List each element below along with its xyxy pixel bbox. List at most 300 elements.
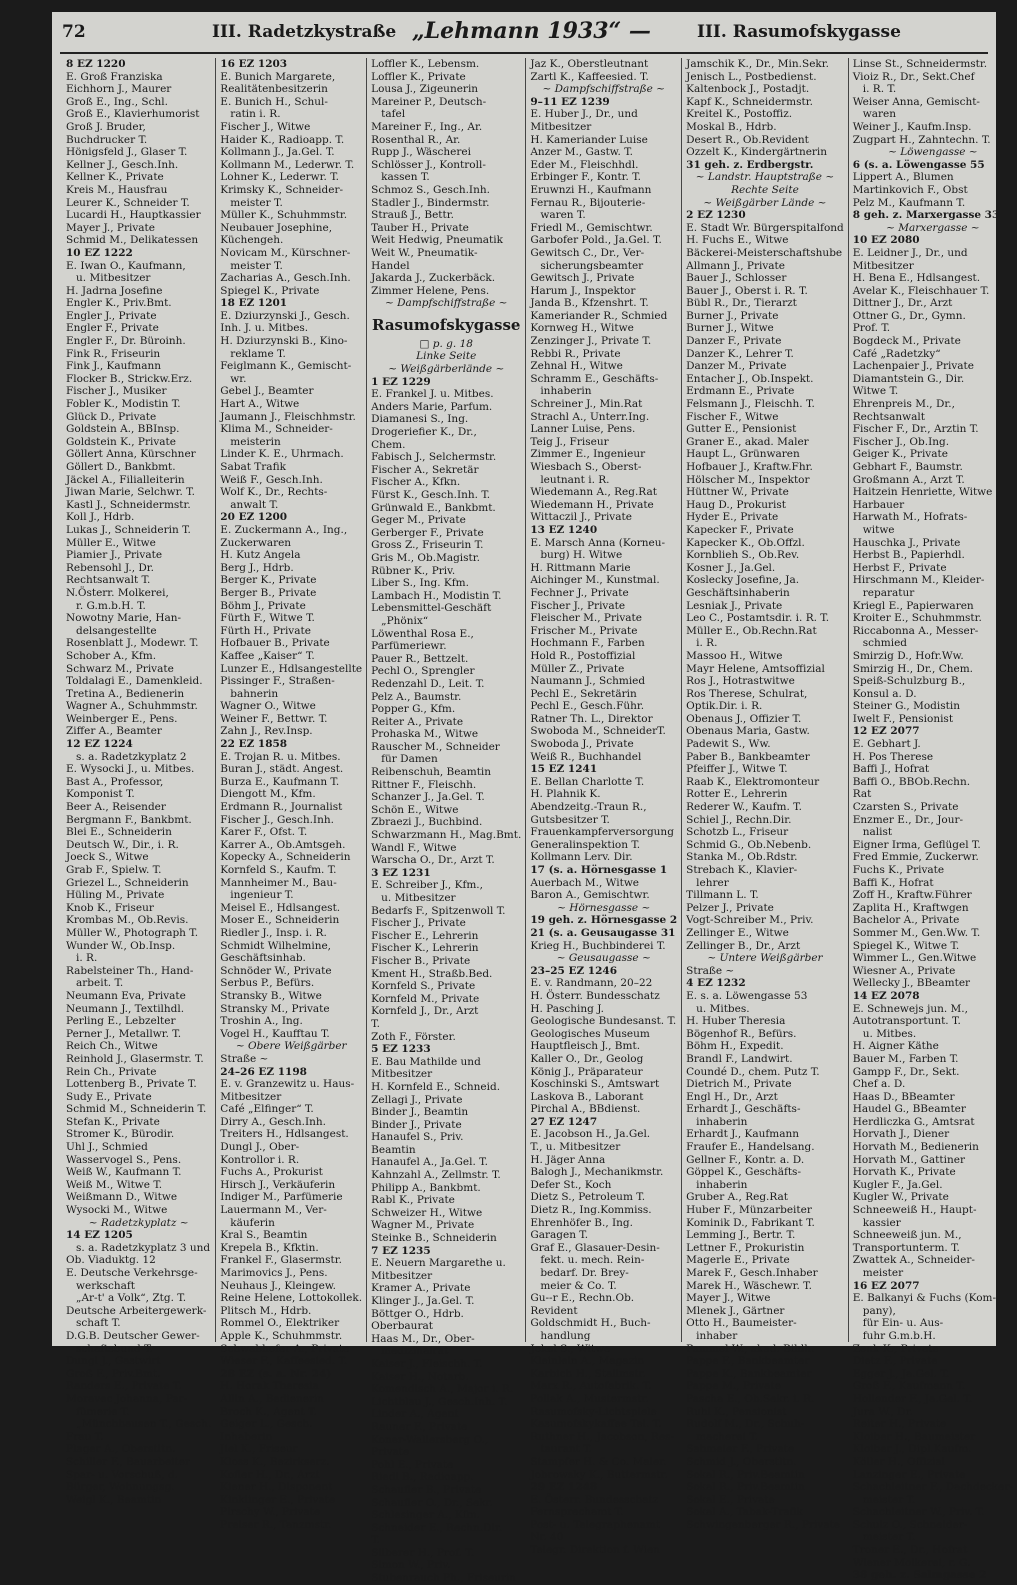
entry-continuation: ingenieur T. xyxy=(230,889,294,902)
resident-entry: Bachelor A., Private xyxy=(852,914,960,927)
resident-entry: Raab K., Elektromonteur xyxy=(686,775,820,788)
resident-entry: Ziffer A., Beamter xyxy=(66,725,162,738)
resident-entry: Jakarda J., Zuckerbäck. xyxy=(371,272,496,285)
resident-entry: Lousa J., Zigeunerin xyxy=(371,83,479,96)
resident-entry: Chem. xyxy=(371,438,406,451)
resident-entry: Erdmann R., Journalist xyxy=(220,801,343,814)
owner-entry: E. Gebhart J. xyxy=(852,738,921,751)
resident-entry: Eichhorn J., Maurer xyxy=(66,83,172,96)
resident-entry: Zellinger B., Dr., Arzt xyxy=(686,939,801,952)
resident-entry: Wiedemann A., Reg.Rat xyxy=(530,486,657,499)
resident-entry: Berger B., Private xyxy=(220,586,317,599)
resident-entry: Fabisch J., Selchermstr. xyxy=(371,451,497,464)
resident-entry: Hanaufel A., Ja.Gel. T. xyxy=(371,1156,488,1169)
resident-entry: Kaiser H., Notarb. xyxy=(371,1370,469,1383)
resident-entry: Feiglmann K., Gemischt- xyxy=(220,360,352,373)
resident-entry: Paber B., Bankbeamter xyxy=(686,750,810,763)
resident-entry: Schön E., Witwe xyxy=(371,803,459,816)
resident-entry: Koner-Wallersberg O., xyxy=(371,1433,489,1446)
resident-entry: Straße ~ xyxy=(220,1052,269,1065)
house-number-heading: 16 EZ 1203 xyxy=(220,58,288,70)
house-number-heading: 14 EZ 1205 xyxy=(66,1229,133,1242)
center-running-title: „Lehmann 1933“ — xyxy=(412,18,651,44)
resident-entry: Komponist T. xyxy=(66,788,135,801)
entry-continuation: macherei T. xyxy=(696,1430,758,1443)
resident-entry: Schmid J., Oberstltn. xyxy=(686,1455,797,1468)
resident-entry: Reiter A., Private xyxy=(371,715,464,728)
resident-entry: Janda B., Kfzenshrt. T. xyxy=(530,297,649,310)
resident-entry: Geschäftsinhaberin xyxy=(686,586,790,599)
resident-entry: Swoboda J., Private xyxy=(530,738,634,751)
resident-entry: Kollmann Lerv. Dir. xyxy=(530,851,633,864)
resident-entry: Hyder E., Private xyxy=(686,511,779,524)
entry-continuation: u. Mitbes. xyxy=(862,1027,917,1040)
resident-entry: Kellner J., Gesch.Inh. xyxy=(66,158,179,171)
resident-entry: Schmid G., Ob.Nebenb. xyxy=(686,838,812,851)
resident-entry: Kopecky A., Schneiderin xyxy=(220,851,351,864)
entry-continuation: kassier xyxy=(862,1216,901,1229)
resident-entry: Sokal E., Private xyxy=(686,1493,775,1506)
entry-continuation: werkschaft xyxy=(76,1279,135,1292)
resident-entry: Schwarz M., Private xyxy=(66,662,174,675)
resident-entry: Lohner K., Lederwr. T. xyxy=(220,171,340,184)
resident-entry: Göllert D., Bankbmt. xyxy=(66,461,176,473)
entry-continuation: reklame T. xyxy=(230,347,286,360)
resident-entry: Kontrollor i. R. xyxy=(220,1153,300,1166)
resident-entry: Krepela B., Kfktin. xyxy=(220,1241,319,1254)
resident-entry: Pascha E., Ob.Sekr. i. R. xyxy=(686,1392,815,1405)
resident-entry: Weit Hedwig, Pneumatik xyxy=(371,234,504,247)
resident-entry: Revident xyxy=(530,1304,578,1317)
entry-continuation: meier & Co. T. xyxy=(540,1279,617,1292)
owner-entry: E. Zuckermann A., Ing., xyxy=(220,523,348,536)
resident-entry: Rudolf M., Dr., Schuh- xyxy=(686,1418,805,1431)
resident-entry: Hochmann F., Farben xyxy=(530,637,645,650)
resident-entry: Schneider E., Rechn.Dir. xyxy=(371,1521,503,1534)
resident-entry: Piamier J., Private xyxy=(66,549,163,562)
entry-continuation: für Ein- u. Aus- xyxy=(862,1317,944,1330)
owner-entry: H. Rittmann Marie xyxy=(530,561,631,574)
resident-entry: Eder M., Fleischhdl. xyxy=(530,158,639,171)
resident-entry: Rabl K., Private xyxy=(371,1194,455,1207)
resident-entry: Rechtsanwalt xyxy=(852,410,925,423)
resident-entry: Burza E., Kaufmann T. xyxy=(220,775,340,788)
resident-entry: Leo C., Postamtsdir. i. R. T. xyxy=(686,612,830,625)
resident-entry: Spar- u. Vorschuß, d. xyxy=(66,1468,179,1481)
resident-entry: Liber S., Ing. Kfm. xyxy=(371,577,469,590)
resident-entry: Böhm H., Expedit. xyxy=(686,1040,784,1053)
resident-entry: Abendzeitg.-Traun R., xyxy=(530,801,647,814)
resident-entry: Gewitsch C., Dr., Ver- xyxy=(530,246,645,259)
resident-entry: Mayer J., Witwe xyxy=(686,1292,771,1305)
resident-entry: Dietrich M., Private xyxy=(686,1078,792,1091)
resident-entry: Kastl J., Schneidermstr. xyxy=(66,498,191,511)
resident-entry: Jenisch L., Postbedienst. xyxy=(686,70,817,83)
resident-entry: T. xyxy=(371,1534,380,1547)
resident-entry: Mitbesitzer xyxy=(852,259,914,272)
resident-entry: Prof. T. xyxy=(852,322,891,335)
resident-entry: Gebhart F., Baumstr. xyxy=(852,461,963,473)
resident-entry: Strauß J., Bettr. xyxy=(371,209,454,222)
resident-entry: Rechtsanwalt T. xyxy=(66,574,151,587)
owner-entry: E. Bau Mathilde und xyxy=(371,1055,481,1068)
resident-entry: Groß J. Bruder, xyxy=(66,120,146,133)
resident-entry: Ottner G., Dr., Gymn. xyxy=(852,309,966,322)
cross-street-marker: ~ Obere Weißgärber xyxy=(235,1040,347,1053)
entry-continuation: schaft T. xyxy=(76,1317,121,1330)
entry-continuation: burg) H. Witwe xyxy=(540,549,623,562)
resident-entry: Mitbesitzer xyxy=(530,120,592,133)
resident-entry: Spiegel K., Witwe T. xyxy=(852,939,960,952)
resident-entry: Dietz R., Ing.Kommiss. xyxy=(530,1204,652,1217)
resident-entry: Brandl F., Landwirt. xyxy=(686,1052,793,1065)
resident-entry: Rabelsteiner Th., Hand- xyxy=(66,964,194,977)
resident-entry: Felsmann J., Fleischh. T. xyxy=(686,398,815,411)
owner-entry: H. Huber Theresia xyxy=(686,1015,786,1028)
resident-entry: Bogdeck M., Private xyxy=(852,335,961,348)
owner-entry: H. Plahnik K. xyxy=(530,788,601,801)
resident-entry: Kapecker K., Ob.Offzl. xyxy=(686,536,805,549)
column-6 xyxy=(849,58,1017,1582)
resident-entry: Kaiser J., Fleischh. T. xyxy=(371,1357,483,1370)
resident-entry: Baffi O., BBOb.Rechn. xyxy=(852,775,971,788)
resident-entry: Fischer F., Dr., Arztin T. xyxy=(852,423,979,436)
resident-entry: Fischer J., Musiker xyxy=(66,385,167,398)
entry-continuation: i. R. xyxy=(696,637,718,650)
resident-entry: Kornfeld J., Dr., Arzt xyxy=(371,1005,479,1018)
resident-entry: Deutsche Arbeitergewerk- xyxy=(66,1304,207,1317)
resident-entry: Blei E., Schneiderin xyxy=(66,826,172,839)
owner-entry: E. Dziurzynski J., Gesch. xyxy=(220,309,350,322)
resident-entry: Riccabonna A., Messer- xyxy=(852,624,979,637)
resident-entry: Reiter H., Private xyxy=(852,1418,947,1431)
left-running-title: III. Radetzkystraße xyxy=(212,22,397,42)
resident-entry: Pelz M., Kaufmann T. xyxy=(852,196,966,209)
resident-entry: Iwelt F., Pensionist xyxy=(852,712,954,725)
resident-entry: Rosenthal R., Ar. xyxy=(371,133,461,146)
resident-entry: D.G.B. Deutscher Gewer- xyxy=(66,1329,200,1342)
resident-entry: Ros Therese, Schulrat, xyxy=(686,687,808,700)
resident-entry: Fernsprechamt T. xyxy=(530,1506,624,1519)
resident-entry: Zellinger E., Witwe xyxy=(686,926,789,939)
resident-entry: Fürst K., Gesch.Inh. T. xyxy=(371,489,491,501)
resident-entry: Simon W., Priv. xyxy=(371,1559,451,1572)
resident-entry: Neumann J., Textilhdl. xyxy=(66,1002,185,1015)
resident-entry: Zenk K., Private xyxy=(852,1342,939,1355)
resident-entry: Geger M., Private xyxy=(371,514,466,527)
resident-entry: Hüttner W., Private xyxy=(686,486,789,499)
cross-street-marker: Linke Seite xyxy=(416,350,477,363)
resident-entry: Huber F., Münzarbeiter xyxy=(686,1204,812,1217)
entry-continuation: meister xyxy=(862,1267,904,1279)
resident-entry: Fred Emmie, Zuckerwr. xyxy=(852,851,979,864)
resident-entry: Lucardi H., Hauptkassier xyxy=(66,209,201,222)
resident-entry: Bübl R., Dr., Tierarzt xyxy=(686,297,797,310)
cross-street-marker: ~ Dampfschiffstraße ~ xyxy=(542,83,665,96)
resident-entry: Café „Radetzky“ xyxy=(852,347,941,360)
resident-entry: Zimmer E., Ingenieur xyxy=(530,448,646,461)
resident-entry: Gruber A., Reg.Rat xyxy=(686,1191,789,1204)
resident-entry: Krombas M., Ob.Revis. xyxy=(66,914,189,927)
resident-entry: Preiser R., Tanzmstr. xyxy=(220,1518,332,1531)
resident-entry: Serbus P., Befürs. xyxy=(220,977,315,990)
resident-entry: Fürth F., Witwe T. xyxy=(220,612,315,625)
resident-entry: Czarsten S., Private xyxy=(852,801,959,814)
resident-entry: Frauenkampferversorgung xyxy=(530,826,674,839)
resident-entry: Horvath K., Private xyxy=(852,1166,956,1179)
cross-street-marker: ~ Weißgärber Lände ~ xyxy=(703,196,827,209)
directory-columns xyxy=(62,58,1013,1585)
resident-entry: Lachenpaier J., Private xyxy=(852,360,974,373)
resident-entry: Fraufer E., Handelsang. xyxy=(686,1141,815,1154)
column-3 xyxy=(367,58,526,1585)
resident-entry: Linder A., Agent xyxy=(371,1408,459,1421)
resident-entry: Groß F., Kaufmann T. xyxy=(852,1380,966,1393)
entry-continuation: inhaber xyxy=(696,1329,738,1342)
resident-entry: Reinhold J., Glasermstr. T. xyxy=(66,1052,204,1065)
resident-entry: Schotzb L., Friseur xyxy=(686,826,789,839)
resident-entry: Zehnal H., Witwe xyxy=(530,360,623,373)
resident-entry: Haupt L., Grünwaren xyxy=(686,448,800,461)
resident-entry: Tillmann L. T. xyxy=(686,889,759,902)
house-number-heading: 13 EZ 1240 xyxy=(530,523,598,536)
owner-entry: H. Kameriander Luise xyxy=(530,133,648,146)
resident-entry: Gutsbesitzer T. xyxy=(530,813,610,826)
resident-entry: König J., Präparateur xyxy=(530,1065,643,1078)
owner-entry: E. Iwan O., Kaufmann, xyxy=(66,259,186,272)
resident-entry: Wieser F., Kaffeesied. T. xyxy=(220,1355,348,1368)
resident-entry: Pappe F., Bankbeamter xyxy=(686,1355,810,1368)
resident-entry: Meisel E., Hdlsangest. xyxy=(220,901,341,914)
resident-entry: Zoth F., Förster. xyxy=(371,1030,456,1043)
resident-entry: Burner J., Private xyxy=(686,309,779,322)
resident-entry: Jura W., Dr. xyxy=(852,1405,913,1418)
cross-street-marker: ~ Dampfschiffstraße ~ xyxy=(385,297,508,310)
resident-entry: Frischer M., Private xyxy=(530,624,638,637)
resident-entry: T. xyxy=(371,1017,380,1030)
resident-entry: Goldstein A., BBInsp. xyxy=(66,423,180,436)
resident-entry: Plager A., Oberstltn. xyxy=(66,1443,176,1456)
resident-entry: Fischer J., Gesch.Inh. xyxy=(220,813,334,826)
resident-entry: Schwarzmann H., Mag.Bmt. xyxy=(371,829,522,842)
resident-entry: Bürger, Wohnungsg. xyxy=(66,1481,175,1494)
resident-entry: Gross Z., Friseurin T. xyxy=(371,539,484,552)
house-number-heading: 28 EZ (s. a. Nr. 24) xyxy=(220,1367,332,1380)
house-number-heading: 29 EZ 1248 xyxy=(530,1481,598,1494)
resident-entry: Schaufler O., Dr., Sekr. xyxy=(371,1496,493,1509)
resident-entry: Harbauer xyxy=(852,498,905,511)
resident-entry: Weigl K., Beamtin xyxy=(66,1493,162,1506)
resident-entry: Weiser Anna, Gemischt- xyxy=(852,95,980,108)
resident-entry: Obenaus Maria, Gastw. xyxy=(686,725,810,738)
resident-entry: Baron A., Gemischtwr. xyxy=(530,889,650,902)
resident-entry: Reine Helene, Lottokollek. xyxy=(220,1292,363,1305)
owner-entry: E. Bunich H., Schul- xyxy=(220,95,328,108)
resident-entry: Lebensmittel-Geschäft xyxy=(371,602,492,615)
resident-entry: Knob K., Friseur xyxy=(66,901,154,914)
resident-entry: Buran J., städt. Angest. xyxy=(220,763,344,776)
resident-entry: Realitätenbesitzerin xyxy=(220,83,328,96)
resident-entry: Balogh J., Mechanikmstr. xyxy=(530,1166,664,1179)
house-number-heading: 9–11 EZ 1239 xyxy=(530,95,610,108)
resident-entry: Berg J., Hdrb. xyxy=(220,561,294,574)
owner-entry: E. v. Granzewitz u. Haus- xyxy=(220,1078,355,1091)
house-number-heading: 12 EZ 1224 xyxy=(66,738,133,751)
resident-entry: Lesniak J., Private xyxy=(686,599,783,612)
resident-entry: T., u. Mitbesitzer xyxy=(530,1141,621,1154)
resident-entry: Engler J., Private xyxy=(66,309,157,322)
resident-entry: Café „Elfinger“ T. xyxy=(220,1103,314,1116)
entry-continuation: taurant T. xyxy=(540,1443,592,1456)
resident-entry: Rauner F., Private xyxy=(371,1420,468,1433)
entry-continuation: witwe xyxy=(862,523,895,536)
entry-continuation: ratin i. R. xyxy=(230,108,281,121)
resident-entry: Schmoz S., Gesch.Inh. xyxy=(371,183,490,196)
resident-entry: Schreiner J., Min.Rat xyxy=(530,398,643,411)
resident-entry: Herbst B., Papierhdl. xyxy=(852,549,965,562)
page-number: 72 xyxy=(62,22,86,42)
resident-entry: Göppel K., Geschäfts- xyxy=(686,1166,801,1179)
resident-entry: Pissinger F., Straßen- xyxy=(220,675,335,688)
resident-entry: Kral S., Beamtin xyxy=(220,1229,308,1242)
resident-entry: Kollmann J., Ja.Gel. T. xyxy=(220,146,335,159)
resident-entry: Silberer H., Prof. T. xyxy=(371,1546,475,1559)
resident-entry: Fobler K., Modistin T. xyxy=(66,398,181,411)
resident-entry: Flocker B., Strickw.Erz. xyxy=(66,372,193,385)
resident-entry: Kellner K., Private xyxy=(66,171,164,184)
resident-entry: Aichinger M., Kunstmal. xyxy=(530,574,660,587)
resident-entry: Danzer M., Private xyxy=(686,360,787,373)
resident-entry: Linse St., Schneidermstr. xyxy=(852,58,988,70)
entry-continuation: fümerie T. xyxy=(76,1405,130,1418)
resident-entry: Krieg H., Buchbinderei T. xyxy=(530,939,666,952)
resident-entry: Groß E., Klavierhumorist xyxy=(66,108,200,121)
entry-continuation: wr. xyxy=(230,372,247,385)
resident-entry: Krimsky K., Schneider- xyxy=(220,183,344,196)
resident-entry: Anzer M., Gastw. T. xyxy=(530,146,634,159)
resident-entry: Avelar K., Fleischhauer T. xyxy=(852,284,990,297)
resident-entry: Naumann J., Schmied xyxy=(530,675,646,688)
resident-entry: Fink R., Friseurin xyxy=(66,347,161,360)
owner-entry: H. Horak Theresia xyxy=(220,1380,319,1393)
resident-entry: Geiger L., Gesch. xyxy=(220,1418,313,1431)
resident-entry: Beamtin xyxy=(371,1143,416,1156)
resident-entry: Wagner M., Private xyxy=(371,1219,475,1232)
resident-entry: Moravec Johanna, Par- xyxy=(66,1392,188,1405)
resident-entry: Neumann Eva, Private xyxy=(66,989,186,1002)
resident-entry: Gerberger F., Private xyxy=(371,526,484,539)
resident-entry: Mitbesitzer xyxy=(220,1090,282,1103)
owner-entry: E. Trojan R. u. Mitbes. xyxy=(220,750,341,763)
resident-entry: Martinkovich F., Obst xyxy=(852,183,968,196)
resident-entry: Garbofer Pold., Ja.Gel. T. xyxy=(530,234,662,247)
resident-entry: Zuckerwaren xyxy=(220,536,292,549)
house-number-heading: 20 EZ 1200 xyxy=(220,511,288,524)
resident-entry: Karbich H., Stallmstr. xyxy=(530,1367,646,1380)
resident-entry: Kasumofskykaffee Tel. T. xyxy=(530,1418,662,1431)
resident-entry: Defer St., Koch xyxy=(530,1178,612,1191)
resident-entry: Fink J., Kaufmann xyxy=(66,360,162,373)
resident-entry: Dungl J., Ober- xyxy=(220,1141,300,1154)
resident-entry: Wiener Molkerei, r. G. xyxy=(852,1556,971,1569)
owner-entry: E. Stadt Wr. Bürgerspitalfond xyxy=(686,221,844,234)
resident-entry: Horvath J., Diener xyxy=(852,1128,950,1141)
entry-continuation: anwalt T. xyxy=(230,498,279,511)
resident-entry: Bergmann F., Bankbmt. xyxy=(66,813,192,826)
resident-entry: Schaufler B., Private xyxy=(371,1483,482,1496)
house-number-heading: 8 geh. z. Marxergasse 33 xyxy=(852,209,1000,222)
resident-entry: Lanzinger E., Private xyxy=(852,1468,966,1481)
resident-entry: Reich Ch., Witwe xyxy=(66,1040,158,1053)
resident-entry: Egger J., Ja.Gel. T. xyxy=(852,1367,950,1380)
resident-entry: Hölscher M., Inspektor xyxy=(686,473,810,486)
resident-entry: Rat xyxy=(852,788,872,801)
resident-entry: Loffler K., Private xyxy=(371,70,466,83)
resident-entry: Mitbesitzer xyxy=(371,1269,433,1282)
cross-street-marker: ~ Geusaugasse ~ xyxy=(556,952,651,965)
owner-entry: E. v. Randmann, 20–22 xyxy=(530,977,653,990)
resident-entry: Dietz S., Petroleum T. xyxy=(530,1191,646,1204)
resident-entry: Fischer A., Kfkn. xyxy=(371,476,461,489)
resident-entry: Wasservogel S., Pens. xyxy=(66,1153,182,1166)
owner-entry: E. Bellan Charlotte T. xyxy=(530,775,645,788)
resident-entry: Rebensohl J., Dr. xyxy=(66,561,155,574)
owner-entry: H. Fuchs E., Witwe xyxy=(686,234,789,247)
resident-entry: Klima M., Schneider- xyxy=(220,423,333,436)
resident-entry: Steiner G., Modistin xyxy=(852,700,960,713)
resident-entry: Moser E., Schneiderin xyxy=(220,914,340,927)
resident-entry: Ros J., Hotrastwitwe xyxy=(686,675,795,688)
owner-entry: E. Marsch Anna (Korneu- xyxy=(530,536,666,549)
resident-entry: Kofler H., Dr., Arzt xyxy=(220,1468,320,1481)
resident-entry: Hirschmann M., Kleider- xyxy=(852,574,985,587)
resident-entry: Schmid M., Delikatessen xyxy=(66,234,199,247)
resident-entry: Neubauer Josephine, xyxy=(220,221,333,234)
resident-entry: Fuchs K., Private xyxy=(852,864,945,876)
resident-entry: Rupp J., Wäscherei xyxy=(371,146,471,159)
resident-entry: Hüling M., Private xyxy=(66,889,165,902)
header-rule xyxy=(60,52,988,54)
resident-entry: Teig J., Friseur xyxy=(530,435,609,448)
entry-continuation: leutnant i. R. xyxy=(540,473,610,486)
resident-entry: Optik.Dir. i. R. xyxy=(686,700,763,713)
resident-entry: Frau T. xyxy=(66,1430,104,1443)
right-running-title: III. Rasumofskygasse xyxy=(697,22,901,42)
resident-entry: Neuhaus J., Kleingew. xyxy=(220,1279,336,1292)
resident-entry: Herbst F., Private xyxy=(852,561,947,574)
resident-entry: Göllert Anna, Kürschner xyxy=(66,448,196,461)
resident-entry: Erhardt J., Geschäfts- xyxy=(686,1103,801,1116)
resident-entry: Gewitsch J., Private xyxy=(530,272,635,285)
resident-entry: Bauer M., Farben T. xyxy=(852,1052,959,1065)
resident-entry: Philipp A., Bankbmt. xyxy=(371,1181,481,1194)
resident-entry: Wolf K., Dr., Rechts- xyxy=(220,486,328,499)
house-number-heading: 3 EZ 1231 xyxy=(371,866,431,879)
resident-entry: Inhaberin xyxy=(220,1430,273,1443)
resident-entry: Schiel J., Rechn.Dir. xyxy=(686,813,792,826)
resident-entry: Reibenschuh, Beamtin xyxy=(371,766,492,779)
resident-entry: Buchdrucker T. xyxy=(66,133,148,146)
owner-entry: E. Deutsche Verkehrsge- xyxy=(66,1267,198,1279)
resident-entry: N.Österr. Molkerei, xyxy=(66,586,169,599)
resident-entry: Müller K., Schuhmmstr. xyxy=(220,209,348,222)
resident-entry: Bauer J., Oberst i. R. T. xyxy=(686,284,808,297)
resident-entry: Schmid M., Schneiderin T. xyxy=(66,1103,207,1116)
resident-entry: Telegr. Direktion f. Wien xyxy=(530,1544,661,1557)
resident-entry: Bast A., Professor, xyxy=(66,775,164,788)
resident-entry: Tauber H., Private xyxy=(371,221,469,234)
resident-entry: Parfümeriewr. xyxy=(371,640,447,653)
